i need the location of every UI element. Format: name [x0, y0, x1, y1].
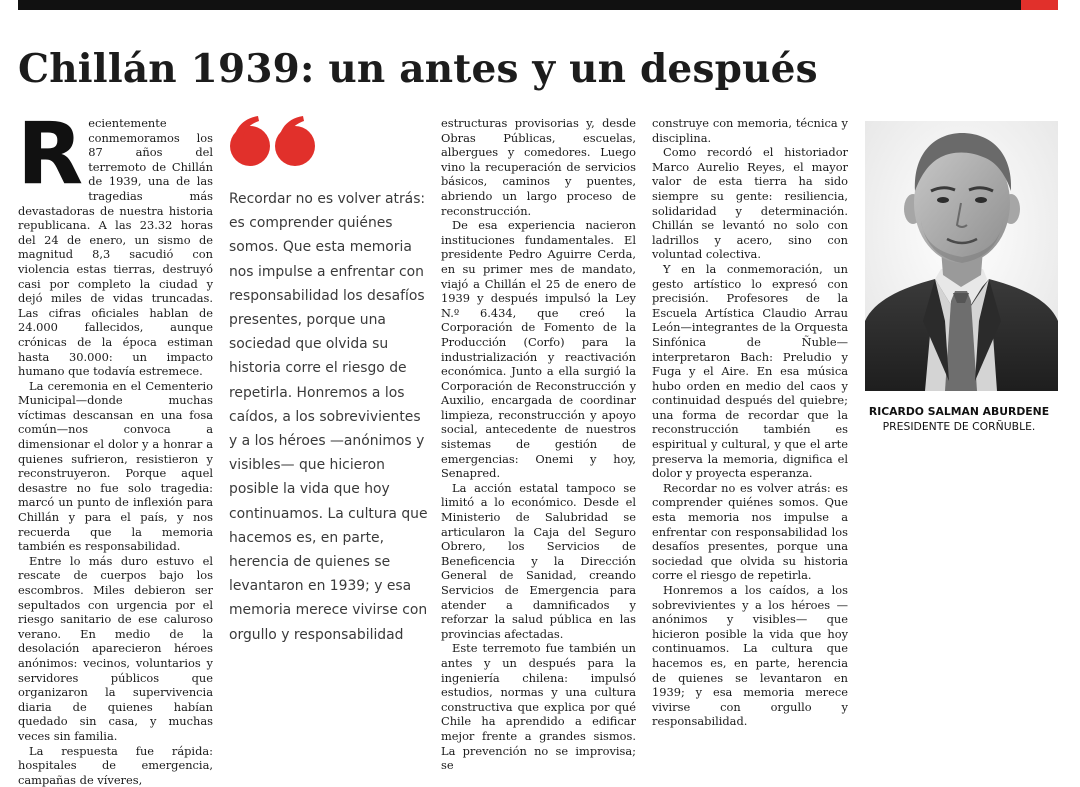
paragraph: Entre lo más duro estuvo el rescate de cuerpos bajo los escombros. Miles debieron ser sepultados con urgencia por el riesgo sanitario de ese caluroso verano. En medio de la desolación aparecieron héroes anónimos: vecinos, voluntarios y servidores públicos que organizaron la supervivencia diaria de quienes habían quedado sin casa, y muchas veces sin familia.	[18, 553, 213, 743]
paragraph: Este terremoto fue también un antes y un después para la ingeniería chilena: impulsó estudios, normas y una cultura constructiva que explica por qué Chile ha aprendido a edificar mejor frente a grandes sismos. La prevención no se improvisa; se	[441, 641, 636, 773]
paragraph	[17, 104, 213, 379]
paragraph: Recordar no es volver atrás: es comprender quiénes somos. Que esta memoria nos impulse a enfrentar con responsabilidad los desafíos presentes, porque una sociedad que olvida su historia corre el riesgo de repetirla.	[652, 480, 848, 583]
author-role: PRESIDENTE DE CORÑUBLE.	[882, 420, 1036, 433]
quote-marks-icon	[228, 116, 320, 168]
drop-cap: R	[17, 104, 84, 204]
paragraph: La ceremonia en el Cementerio Municipal—donde muchas víctimas descansan en una fosa común—nos convoca a dimensionar el dolor y a honrar a quienes sufrieron, resistieron y reconstruyeron. Porque aquel desastre no fue solo tragedia: marcó un punto de inflexión para Chillán y para el país, y nos recuerda que la memoria también es responsabilidad.	[18, 378, 213, 554]
article-column-4	[652, 116, 848, 729]
paragraph: La acción estatal tampoco se limitó a lo económico. Desde el Ministerio de Salubridad se articularon la Caja del Seguro Obrero, los Servicios de Beneficencia y la Dirección General de Sanidad, creando Servicios de Emergencia para atender a damnificados y reforzar la salud pública en las provincias afectadas.	[441, 480, 636, 641]
article-column-1	[17, 104, 213, 787]
header-bar	[18, 0, 1023, 10]
paragraph: Y en la conmemoración, un gesto artístico lo expresó con precisión. Profesores de la Escuela Artística Claudio Arrau León—integrantes de la Orquesta Sinfónica de Ñuble—interpretaron Bach: Preludio y Fuga y el Aire. En esa música hubo orden en medio del caos y continuidad después del quiebre; una forma de recordar que la reconstrucción también es espiritual y cultural, y que el arte preserva la memoria, dignifica el dolor y proyecta esperanza.	[652, 261, 848, 481]
paragraph: Como recordó el historiador Marco Aurelio Reyes, el mayor valor de esta tierra ha sido siempre su gente: resiliencia, solidaridad y determinación. Chillán se levantó no solo con ladrillos y acero, sino con voluntad colectiva.	[652, 145, 848, 262]
pull-quote: Recordar no es volver atrás: es comprender quiénes somos. Que esta memoria nos impulse a enfrentar con responsabilidad los desafíos presentes, porque una sociedad que olvida su historia corre el riesgo de repetirla. Honremos a los caídos, a los sobrevivientes y a los héroes —anónimos y visibles— que hicieron posible la vida que hoy continuamos. La cultura que hacemos es, en parte, herencia de quienes se levantaron en 1939; y esa memoria merece vivirse con orgullo y responsabilidad	[229, 191, 428, 643]
headline: Chillán 1939: un antes y un después	[18, 46, 818, 92]
paragraph: Honremos a los caídos, a los sobrevivientes y a los héroes —anónimos y visibles— que hicieron posible la vida que hoy continuamos. La cultura que hacemos es, en parte, herencia de quienes se levantaron en 1939; y esa memoria merece vivirse con orgullo y responsabilidad.	[652, 583, 848, 729]
author-photo	[865, 121, 1058, 391]
header-accent	[1021, 0, 1058, 10]
paragraph: La respuesta fue rápida: hospitales de emergencia, campañas de víveres,	[18, 743, 213, 787]
author-name: RICARDO SALMAN ABURDENE	[868, 405, 1050, 418]
paragraph-text: ecientemente conmemoramos los 87 años del terremoto de Chillán de 1939, una de las tragedias más devastadoras de nuestra historia republicana. A las 23.32 horas del 24 de enero, un sismo de magnitud 8,3 sacudió con violencia estas tierras, destruyó casi por completo la ciudad y dejó miles de vidas truncadas. Las cifras oficiales hablan de 24.000 fallecidos, aunque crónicas de la época estiman hasta 30.000: un impacto humano que todavía estremece.	[18, 116, 213, 379]
paragraph: construye con memoria, técnica y disciplina.	[652, 116, 848, 145]
article-column-3	[441, 116, 636, 773]
paragraph: estructuras provisorias y, desde Obras Públicas, escuelas, albergues y comedores. Luego vino la recuperación de servicios básicos, caminos y puentes, abriendo un largo proceso de reconstrucción.	[441, 116, 636, 218]
paragraph: De esa experiencia nacieron instituciones fundamentales. El presidente Pedro Aguirre Cerda, en su primer mes de mandato, viajó a Chillán el 25 de enero de 1939 y después impulsó la Ley N.º 6.434, que creó la Corporación de Fomento de la Producción (Corfo) para la industrialización y reactivación económica. Junto a ella surgió la Corporación de Reconstrucción y Auxilio, encargada de coordinar limpieza, reconstrucción y apoyo social, antecedente de nuestros sistemas de gestión de emergencias: Onemi y hoy, Senapred.	[441, 218, 636, 481]
